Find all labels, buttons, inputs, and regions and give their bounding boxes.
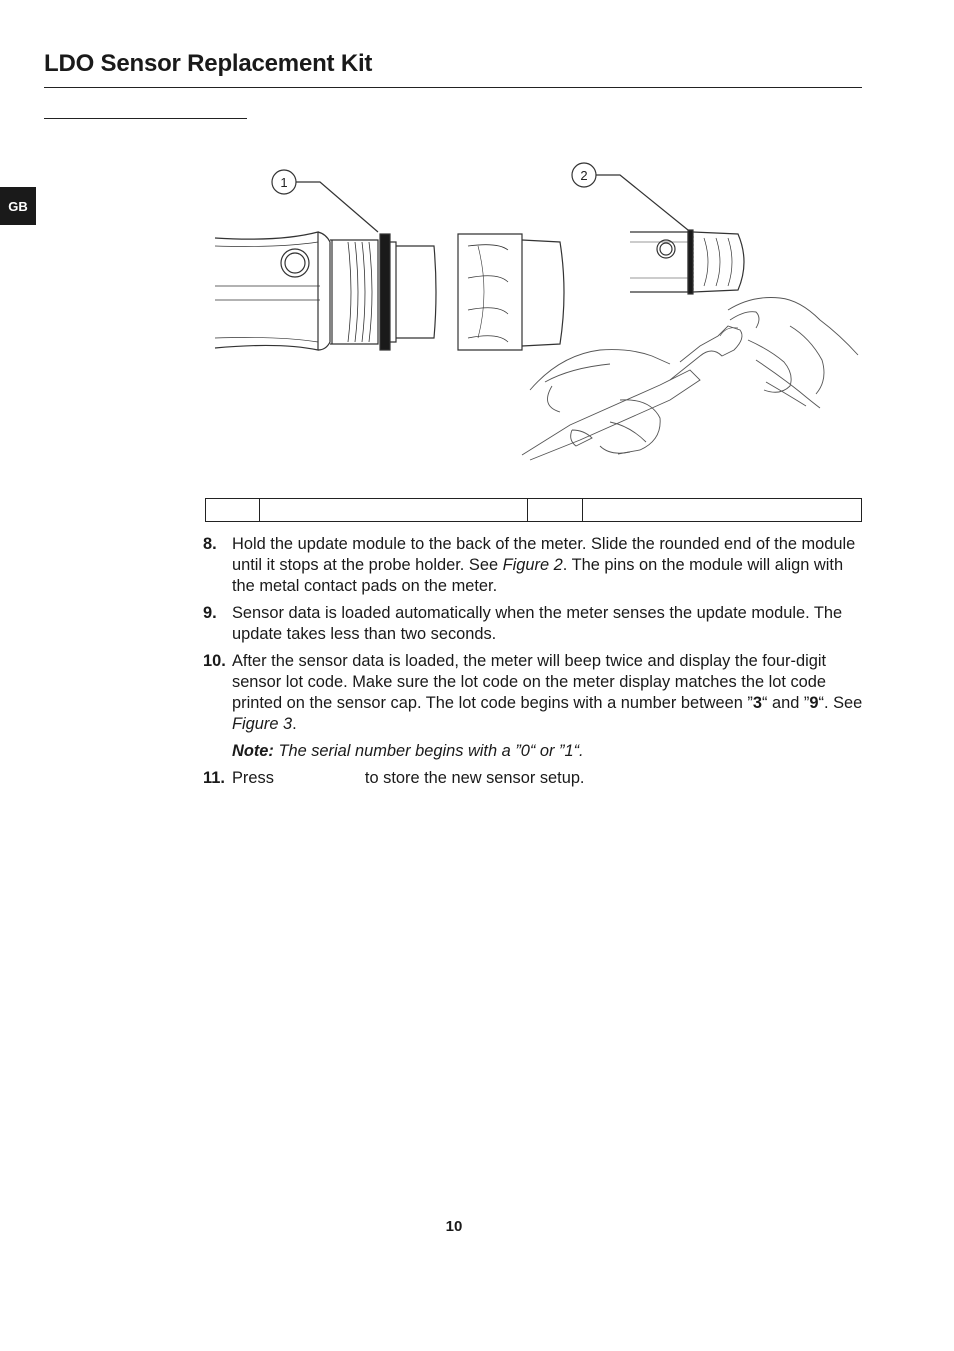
step-number: 8. [203,535,217,553]
legend-description-cell [583,499,862,522]
page-number: 10 [445,1218,463,1235]
note-label: Note: [232,742,274,760]
probe-body-drawing [215,232,436,350]
lot-code-end: 9 [809,694,819,712]
figure-reference: Figure 3 [232,715,293,733]
step-text: Press [232,769,274,787]
assembled-probe-drawing [630,230,744,294]
note-text: The serial number begins with a ”0“ or ”1“. [273,742,584,760]
step-text: . [292,715,297,733]
callout-2-label: 2 [580,168,588,183]
lot-code-start: 3 [752,694,762,712]
step-number: 10. [203,652,226,670]
page-title: LDO Sensor Replacement Kit [44,50,373,77]
figure-illustration [200,150,870,495]
step-11 [203,768,863,789]
title-divider [44,87,862,88]
legend-row [206,499,862,522]
legend-number-cell [528,499,583,522]
language-tab: GB [0,187,36,225]
step-text: Sensor data is loaded automatically when the meter senses the update module. The update takes less than two seconds. [232,604,843,643]
hands-with-probe-drawing [522,298,858,461]
step-text: . The pins on the module will align with the metal contact pads on the meter. [232,556,844,595]
callout-2-leader [596,175,688,230]
callout-1-label: 1 [280,175,288,190]
step-9 [203,603,863,645]
legend-description-cell [260,499,528,522]
instruction-steps [203,534,863,795]
step-text: to store the new sensor setup. [364,769,585,787]
note [203,741,863,762]
figure-legend-table [205,498,862,522]
figure-reference: Figure 2 [502,556,563,574]
callout-1-leader [296,182,378,232]
step-number: 11. [203,769,225,787]
step-text: “. See [818,694,863,712]
legend-number-cell [206,499,260,522]
step-text: “ and ” [762,694,810,712]
sensor-cap-drawing [458,234,564,350]
step-8 [203,534,863,597]
section-rule [44,118,247,119]
step-number: 9. [203,604,217,622]
step-10 [203,651,863,735]
step-text: After the sensor data is loaded, the meter will beep twice and display the four-digit sensor lot code. Make sure the lot code on the meter display matches the lot code printed on the sensor cap. The lot code begins with a number between ” [232,652,827,712]
step-text: Hold the update module to the back of the meter. Slide the rounded end of the module until it stops at the probe holder. See [232,535,856,574]
